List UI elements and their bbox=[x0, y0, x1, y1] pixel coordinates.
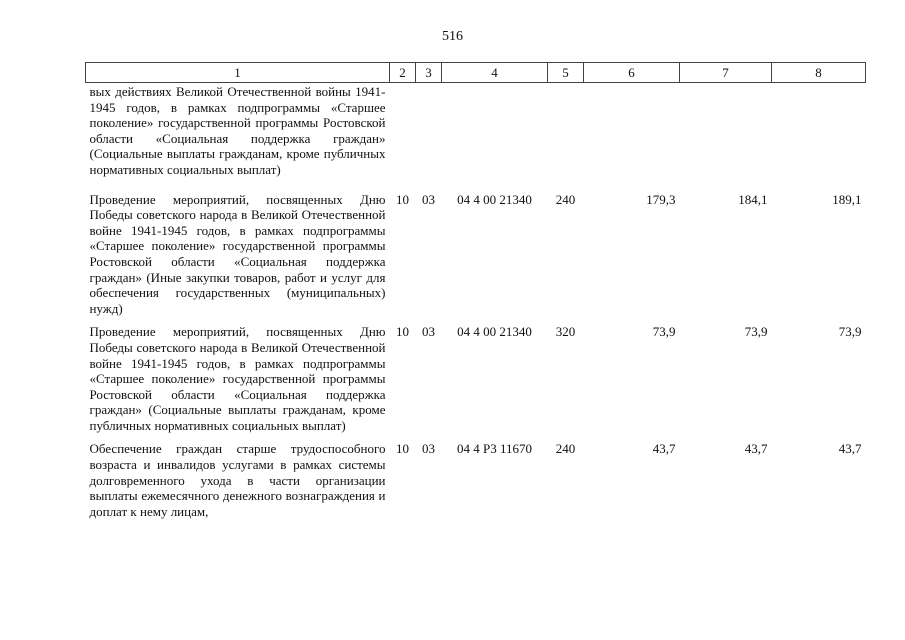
subsection-code: 03 bbox=[422, 324, 435, 340]
amount-col6: 73,9 bbox=[652, 324, 676, 340]
column-header-2: 2 bbox=[390, 63, 416, 83]
target-article-code: 04 4 00 21340 bbox=[457, 324, 532, 340]
column-header-1: 1 bbox=[86, 63, 390, 83]
amount-col8: 43,7 bbox=[838, 441, 862, 457]
target-article-code: 04 4 P3 11670 bbox=[457, 441, 532, 457]
table-row bbox=[86, 192, 866, 325]
subsection-code: 03 bbox=[422, 441, 435, 457]
subsection-code bbox=[416, 83, 442, 192]
table-row bbox=[86, 83, 866, 192]
amount-col6 bbox=[584, 83, 680, 192]
target-article-code: 04 4 00 21340 bbox=[457, 191, 532, 207]
column-header-7: 7 bbox=[680, 63, 772, 83]
amount-col6: 43,7 bbox=[652, 441, 676, 457]
section-code: 10 bbox=[396, 324, 409, 340]
column-header-5: 5 bbox=[548, 63, 584, 83]
row-description: вых действиях Великой Отечественной войны 1941-1945 годов, в рамках подпрограммы «Старшее поколение» государственной программы Ростовской области «Социальная поддержка граждан» (Социальные выплаты гражданам, кроме публичных нормативных социальных выплат) bbox=[89, 84, 386, 177]
amount-col7 bbox=[680, 83, 772, 192]
table-row bbox=[86, 324, 866, 441]
amount-col8 bbox=[772, 83, 866, 192]
amount-col7: 73,9 bbox=[744, 324, 768, 340]
subsection-code: 03 bbox=[422, 191, 435, 207]
section-code bbox=[390, 83, 416, 192]
section-code: 10 bbox=[396, 191, 409, 207]
amount-col7: 184,1 bbox=[738, 191, 768, 207]
column-header-6: 6 bbox=[584, 63, 680, 83]
column-header-8: 8 bbox=[772, 63, 866, 83]
target-article-code bbox=[442, 83, 548, 192]
amount-col8: 189,1 bbox=[832, 191, 862, 207]
expense-type-code bbox=[548, 83, 584, 192]
amount-col7: 43,7 bbox=[744, 441, 768, 457]
amount-col6: 179,3 bbox=[646, 191, 676, 207]
amount-col8: 73,9 bbox=[838, 324, 862, 340]
expense-type-code: 240 bbox=[555, 191, 576, 207]
column-header-4: 4 bbox=[442, 63, 548, 83]
section-code: 10 bbox=[396, 441, 409, 457]
table-row bbox=[86, 441, 866, 519]
page-number: 516 bbox=[442, 29, 463, 44]
header-row bbox=[86, 63, 866, 83]
column-header-3: 3 bbox=[416, 63, 442, 83]
expense-type-code: 240 bbox=[555, 441, 576, 457]
row-description: Проведение мероприятий, посвященных Дню Победы советского народа в Великой Отечественной войне 1941-1945 годов, в рамках подпрограммы «Старшее поколение» государственной программы Ростовской области «Социальная поддержка граждан» (Иные закупки товаров, работ и услуг для обеспечения государственных (муниципальных) нужд) bbox=[89, 191, 386, 316]
row-description: Проведение мероприятий, посвященных Дню Победы советского народа в Великой Отечественной войне 1941-1945 годов, в рамках подпрограммы «Старшее поколение» государственной программы Ростовской области «Социальная поддержка граждан» (Социальные выплаты гражданам, кроме публичных нормативных социальных выплат) bbox=[89, 324, 386, 433]
row-description: Обеспечение граждан старше трудоспособного возраста и инвалидов услугами в рамках системы долговременного ухода в части организации выплаты ежемесячного денежного вознаграждения и доплат к нему лицам, bbox=[89, 441, 386, 519]
expense-type-code: 320 bbox=[555, 324, 576, 340]
budget-table bbox=[85, 62, 866, 519]
